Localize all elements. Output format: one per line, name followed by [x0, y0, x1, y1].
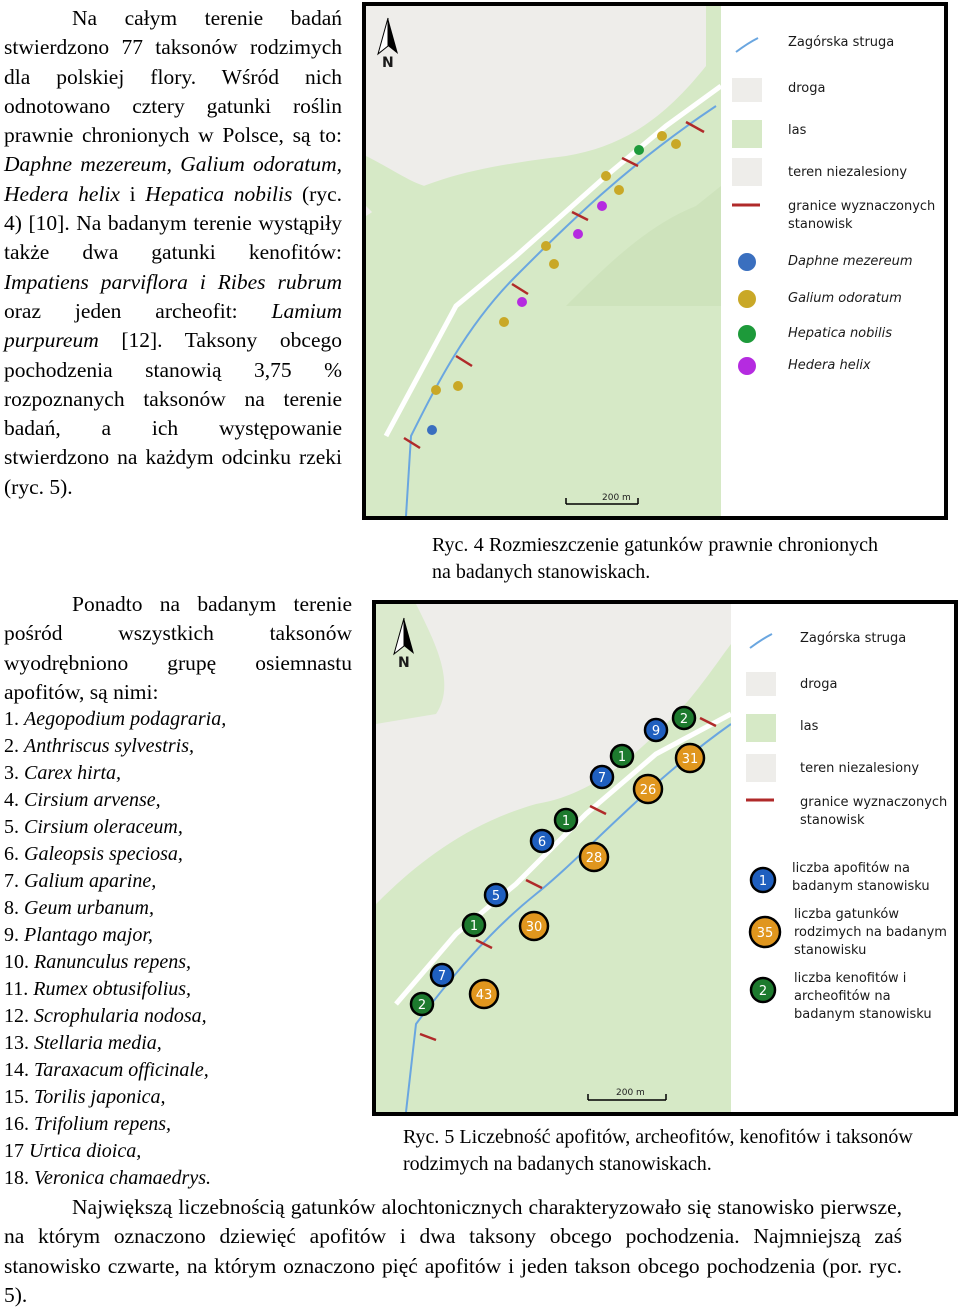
list-item [4, 733, 364, 760]
species-name: Cirsium oleraceum, [24, 816, 183, 838]
hepatica-point [634, 145, 644, 155]
list-item [4, 895, 364, 922]
native-badge-value: 30 [525, 920, 543, 935]
paragraph-text: [12]. Taksony obcego pochodzenia stanowią 3,75 % rozpoznanych taksonów na terenie badań, a ich występowanie stwierdzono na każdym odcinku rzeki (ryc. 5). [4, 328, 342, 499]
galium-point [549, 259, 559, 269]
species-name: Galium aparine, [24, 870, 157, 892]
apophytes-badge-value: 7 [597, 771, 607, 786]
legend-alien-badge-value: 2 [758, 984, 768, 999]
alien-badge-value: 1 [469, 919, 479, 934]
map-5-drawing [376, 604, 954, 1112]
list-item [4, 1057, 364, 1084]
legend-apophytes: liczba apofitów na badanym stanowisku [792, 861, 930, 894]
species-name: Geum urbanum, [24, 897, 154, 919]
apophytes-badge [591, 766, 613, 788]
list-number: 10. [4, 951, 34, 973]
list-item [4, 1138, 364, 1165]
hedera-point [517, 297, 527, 307]
alien-badge [611, 745, 633, 767]
paragraph-text: Największą liczebnością gatunków alochtonicznych charakteryzowało się stanowisko pierwsze, na którym oznaczono dziewięć apofitów i dwa taksony obcego pochodzenia. Najmniejszą zaś stanowisko czwarte, na którym oznaczono pięć apofitów i jeden takson obcego pochodzenia (por. ryc. 5). [4, 1195, 902, 1307]
list-item [4, 814, 364, 841]
native-badge [676, 744, 704, 772]
apophytes-badge [645, 719, 667, 741]
paragraph-text: Na całym terenie badań stwierdzono 77 taksonów rodzimych dla polskiej flory. Wśród nich odnotowano cztery gatunki roślin prawnie chronionych w Polsce, są to: [4, 6, 342, 148]
native-badge [520, 912, 548, 940]
species-name: Rumex obtusifolius, [33, 978, 192, 1000]
scale-label: 200 m [616, 1088, 645, 1098]
list-number: 17 [4, 1140, 29, 1162]
galium-swatch [738, 290, 756, 308]
scale-label: 200 m [602, 493, 631, 503]
species-name: Galeopsis speciosa, [24, 843, 183, 865]
road-swatch [746, 672, 776, 696]
hedera-point [597, 201, 607, 211]
daphne-swatch [738, 253, 756, 271]
caption-text: Ryc. 4 Rozmieszczenie gatunków prawnie chronionych na badanych stanowiskach. [432, 534, 878, 583]
list-number: 14. [4, 1059, 34, 1081]
species-name: Torilis japonica, [34, 1086, 166, 1108]
native-badge-value: 31 [681, 752, 699, 767]
species-name: Trifolium repens, [34, 1113, 172, 1135]
species-names: Impatiens parviflora i Ribes rubrum [4, 269, 342, 294]
list-item [4, 949, 364, 976]
figure-4-caption [432, 532, 878, 586]
list-item [4, 841, 364, 868]
legend-stream: Zagórska struga [800, 631, 907, 646]
alien-badge-value: 2 [679, 712, 689, 727]
legend-galium: Galium odoratum [788, 291, 902, 306]
paragraph-apophytes-intro [4, 590, 352, 707]
species-name: Anthriscus sylvestris, [24, 735, 194, 757]
list-number: 8. [4, 897, 24, 919]
galium-point [614, 185, 624, 195]
apophytes-list [4, 706, 364, 1192]
legend-boundaries: granice wyznaczonych stanowisk [788, 199, 936, 232]
paragraph-conclusion [4, 1193, 902, 1310]
species-names: Lamium purpureum [4, 298, 342, 353]
legend-apophytes-badge-value: 1 [758, 874, 768, 889]
paragraph-text: Ponadto na badanym terenie pośród wszystkich taksonów wyodrębniono grupę osiemnastu apofitów, są nimi: [4, 592, 352, 704]
galium-point [671, 139, 681, 149]
paragraph-text: i [119, 181, 146, 206]
legend-road: droga [788, 81, 826, 96]
apophytes-badge-value: 6 [537, 835, 547, 850]
species-name: Stellaria media, [34, 1032, 162, 1054]
legend-hepatica: Hepatica nobilis [788, 326, 892, 341]
list-number: 3. [4, 762, 24, 784]
legend-road: droga [800, 677, 838, 692]
galium-point [657, 131, 667, 141]
north-label: N [398, 655, 410, 671]
daphne-point [427, 425, 437, 435]
list-item [4, 922, 364, 949]
apophytes-badge [531, 830, 553, 852]
list-number: 7. [4, 870, 24, 892]
hedera-swatch [738, 357, 756, 375]
galium-point [541, 241, 551, 251]
north-arrow-icon [378, 18, 398, 54]
species-name: Carex hirta, [24, 762, 122, 784]
list-number: 1. [4, 708, 24, 730]
road-swatch [732, 78, 762, 102]
paragraph-text: (ryc. 4) [10]. Na badanym terenie wystąpiły także dwa gatunki kenofitów: [4, 181, 342, 265]
caption-text: Ryc. 5 Liczebność apofitów, archeofitów, kenofitów i taksonów rodzimych na badanych stanowiskach. [403, 1126, 913, 1175]
list-number: 11. [4, 978, 34, 1000]
list-number: 13. [4, 1032, 34, 1054]
alien-badge [673, 707, 695, 729]
north-label: N [382, 55, 394, 71]
open-area-swatch [732, 158, 762, 186]
list-item [4, 706, 364, 733]
list-item [4, 1084, 364, 1111]
species-name: Ranunculus repens, [34, 951, 192, 973]
list-item [4, 760, 364, 787]
list-number: 9. [4, 924, 24, 946]
list-number: 15. [4, 1086, 34, 1108]
figure-5-map [372, 600, 958, 1116]
legend-alien-badge [751, 978, 775, 1002]
alien-badge-value: 1 [561, 814, 571, 829]
alien-badge [463, 914, 485, 936]
alien-badge [411, 993, 433, 1015]
legend-native-badge-value: 35 [756, 926, 774, 941]
native-badge [580, 843, 608, 871]
list-number: 16. [4, 1113, 34, 1135]
list-item [4, 976, 364, 1003]
apophytes-badge-value: 7 [437, 969, 447, 984]
legend-open: teren niezalesiony [788, 165, 908, 180]
species-name: Aegopodium podagraria, [24, 708, 227, 730]
list-number: 4. [4, 789, 24, 811]
native-badge-value: 43 [475, 988, 493, 1003]
legend-forest: las [788, 123, 807, 138]
hepatica-swatch [738, 325, 756, 343]
legend-boundaries: granice wyznaczonych stanowisk [800, 795, 948, 828]
native-badge-value: 28 [585, 851, 603, 866]
legend-forest: las [800, 719, 819, 734]
apophytes-badge-value: 9 [651, 724, 661, 739]
list-item [4, 1111, 364, 1138]
list-item [4, 1030, 364, 1057]
native-badge [470, 980, 498, 1008]
legend-apophytes-badge [751, 868, 775, 892]
legend-daphne: Daphne mezereum [788, 254, 913, 269]
list-item [4, 868, 364, 895]
species-name: Taraxacum officinale, [34, 1059, 209, 1081]
list-number: 18. [4, 1167, 34, 1189]
open-area-swatch [746, 754, 776, 782]
apophytes-badge-value: 5 [491, 889, 501, 904]
legend-alien: liczba kenofitów i archeofitów na badanym stanowisku [794, 971, 932, 1022]
native-badge-value: 26 [639, 783, 657, 798]
figure-5-caption [403, 1124, 923, 1178]
paragraph-intro [4, 4, 342, 502]
paragraph-text: oraz jeden archeofit: [4, 298, 272, 323]
species-name: Veronica chamaedrys. [34, 1167, 211, 1189]
list-item [4, 1165, 364, 1192]
forest-area [376, 604, 444, 724]
species-name: Plantago major, [24, 924, 153, 946]
alien-badge [555, 809, 577, 831]
list-number: 6. [4, 843, 24, 865]
apophytes-badge [485, 884, 507, 906]
alien-badge-value: 1 [617, 750, 627, 765]
hedera-point [573, 229, 583, 239]
galium-point [431, 385, 441, 395]
list-item [4, 787, 364, 814]
list-item [4, 1003, 364, 1030]
legend-stream: Zagórska struga [788, 35, 895, 50]
species-name: Scrophularia nodosa, [34, 1005, 207, 1027]
galium-point [601, 171, 611, 181]
list-number: 12. [4, 1005, 34, 1027]
species-names: Hepatica nobilis [145, 181, 293, 206]
figure-4-map [362, 2, 948, 520]
list-number: 5. [4, 816, 24, 838]
galium-point [453, 381, 463, 391]
forest-swatch [746, 714, 776, 742]
apophytes-badge [431, 964, 453, 986]
alien-badge-value: 2 [417, 998, 427, 1013]
forest-swatch [732, 120, 762, 148]
legend-hedera: Hedera helix [788, 358, 871, 373]
species-names: Daphne mezereum, Galium odoratum, Hedera helix [4, 152, 342, 206]
species-name: Urtica dioica, [29, 1140, 142, 1162]
species-name: Cirsium arvense, [24, 789, 161, 811]
native-badge [634, 775, 662, 803]
legend-open: teren niezalesiony [800, 761, 920, 776]
legend-native: liczba gatunków rodzimych na badanym stanowisku [794, 907, 947, 958]
legend-native-badge [750, 917, 780, 947]
list-number: 2. [4, 735, 24, 757]
galium-point [499, 317, 509, 327]
